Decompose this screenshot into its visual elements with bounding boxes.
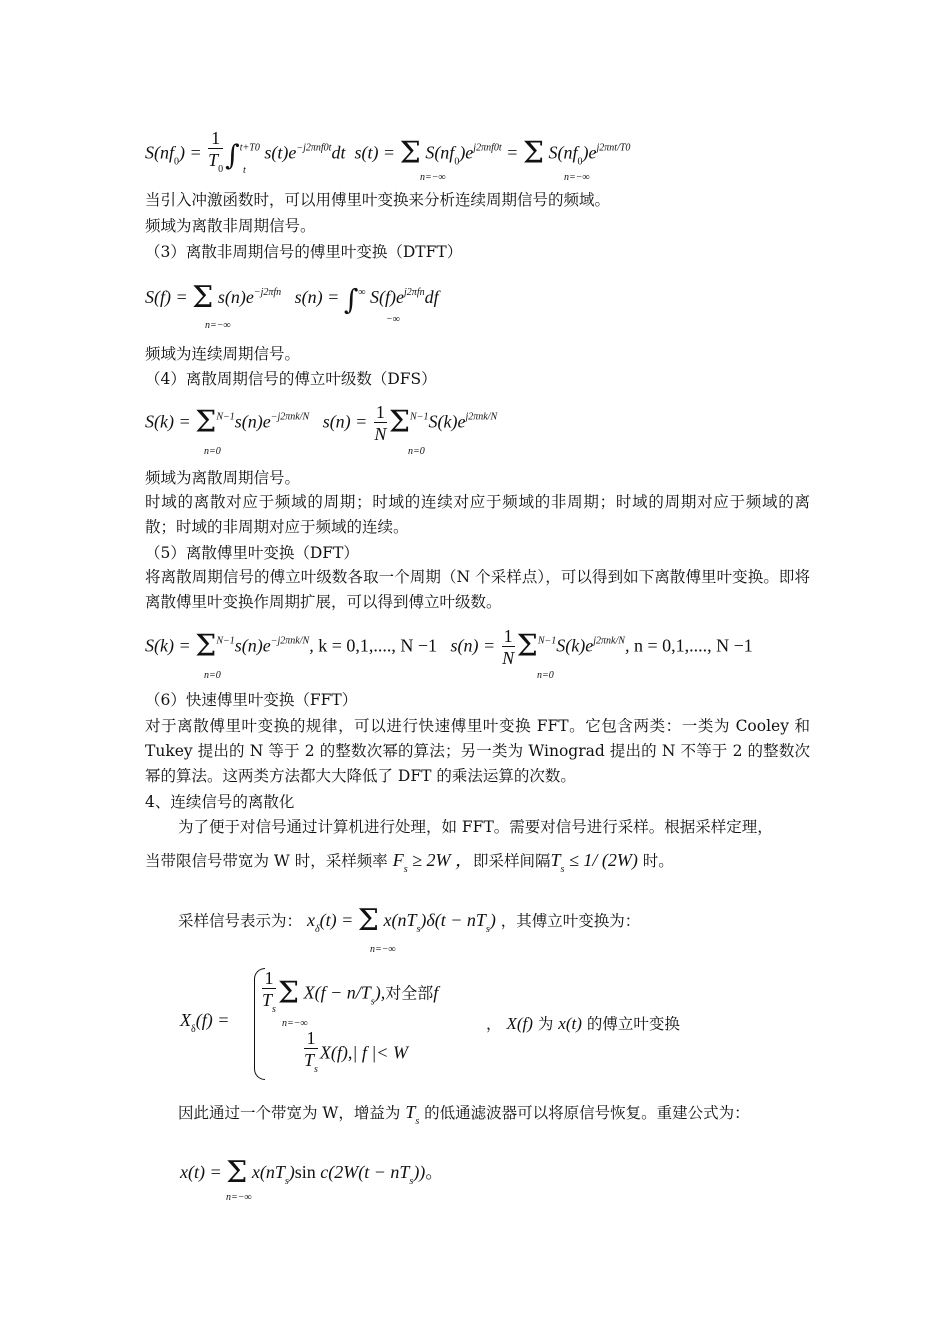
text-p1: 时域的离散对应于频域的周期；时域的连续对应于频域的非周期；时域的周期对应于频域的离散；时域的非周期对应于频域的连续。 — [145, 493, 810, 536]
dfs-formula: $S(k) = \Sigma^{N-1}s(n)e^{-j2\pi nk/N}$ s(n) = $\frac{1}{N}$ $\Sigma^{N-1}S(k)e^{j2\pi nk/N}$ — [145, 402, 498, 444]
dtft-formula: S(f) = Σ $s(n)e^{-j2\pi fn}$ s(n) = ∫∞ $S(f)e^{j2\pi fn}df$ — [145, 280, 439, 316]
dfs-sum-limit-2: n=0 — [408, 446, 425, 457]
text-l3: 频域为连续周期信号。 — [145, 345, 301, 363]
spectrum-sum-limit: n=−∞ — [282, 1018, 308, 1029]
text-p9-end: 。 — [425, 1162, 444, 1182]
text-p5-b: 时。 — [642, 852, 674, 870]
text-p8-a: 因此通过一个带宽为 W，增益为 — [178, 1104, 401, 1122]
heading-dtft: （3）离散非周期信号的傅里叶变换（DTFT） — [145, 243, 463, 261]
sampled-signal-formula: $x_\delta(t) = \Sigma$ $x(nT_s)\delta(t - nT_s)$ — [306, 903, 496, 938]
text-p7-sep: ， — [486, 1015, 502, 1033]
text-p8-b: 的低通滤波器可以将原信号恢复。重建公式为： — [424, 1104, 750, 1122]
text-p4: 为了便于对信号通过计算机进行处理，如 FFT。需要对信号进行采样。根据采样定理， — [178, 818, 773, 836]
text-l1: 当引入冲激函数时，可以用傅里叶变换来分析连续周期信号的频域。 — [145, 191, 611, 209]
spectrum-note: ， X(f) 为 x(t) 的傅立叶变换 — [486, 1014, 680, 1033]
text-p3: 对于离散傅里叶变换的规律，可以进行快速傅里叶变换 FFT。它包含两类：一类为 Cooley 和 Tukey 提出的 N 等于 2 的整数次幂的算法；另一类为 Winograd 提出的 N 不等于 2 的整数次幂的算法。这两类方法都大大降低了 DFT 的乘法运算的次数。 — [145, 717, 810, 785]
sampled-spectrum-lhs: $X_\delta(f)$ = — [180, 1010, 230, 1035]
text-l2: 频域为离散非周期信号。 — [145, 217, 316, 235]
heading-sampling: 4、连续信号的离散化 — [145, 793, 295, 811]
sampling-condition-line — [145, 850, 674, 880]
cfs-formula: $S(nf_0)$ = $\frac{1}{T_0}$ ∫$^{t+T0}$ $s(t)e^{-j2\pi nf0t}dt$ s(t) = Σ $S(nf_0)e^{j2\pi nf0t} = \Sigma$ $S(nf_0)e^{j2\pi nt/T0}$ — [145, 128, 631, 175]
cfs-sum-limit-1: n=−∞ — [420, 172, 446, 183]
reconstruction-sum-limit: n=−∞ — [226, 1192, 252, 1203]
sampled-spectrum-case1: $\frac{1}{T_s}$ Σ $X(f - n/T_s)$,对全部f — [262, 968, 439, 1015]
cfs-sum-limit-2: n=−∞ — [564, 172, 590, 183]
dft-formula: $S(k) = \Sigma^{N-1}s(n)e^{-j2\pi nk/N}$, k = 0,1,...., N −1 s(n) = $\frac{1}{N}$ $\Sigma^{N-1}S(k)e^{j2\pi nk/N}$, n = 0,1,...., N −1 — [145, 626, 753, 668]
text-p6-b: ，其傅立叶变换为： — [500, 912, 641, 930]
text-p7-c: 的傅立叶变换 — [586, 1015, 680, 1033]
dft-sum-limit-1: n=0 — [204, 670, 221, 681]
dtft-int-limit: −∞ — [386, 314, 400, 325]
reconstruction-formula: x(t) = Σ $x(nT_s)\sin$ $c(2W(t - nT_s))$。 — [180, 1155, 444, 1190]
text-l4: 频域为离散周期信号。 — [145, 469, 301, 487]
sampled-spectrum-case2: $\frac{1}{T_s}$ X(f),| f |< W — [304, 1028, 408, 1075]
cfs-int-limit: t — [243, 165, 246, 176]
heading-dfs: （4）离散周期信号的傅立叶级数（DFS） — [145, 370, 437, 388]
sampled-signal-line — [178, 903, 641, 940]
text-p5-a: 当带限信号带宽为 W 时，采样频率 — [145, 852, 388, 870]
dtft-sum-limit: n=−∞ — [205, 320, 231, 331]
dft-sum-limit-2: n=0 — [537, 670, 554, 681]
heading-dft: （5）离散傅里叶变换（DFT） — [145, 544, 359, 562]
filter-line: 因此通过一个带宽为 W，增益为 $T_s$ 的低通滤波器可以将原信号恢复。重建公式为： — [178, 1102, 750, 1127]
heading-fft: （6）快速傅里叶变换（FFT） — [145, 691, 358, 709]
sampled-sum-limit: n=−∞ — [370, 944, 396, 955]
sample-condition-formula: $F_s \ge 2W$ ，即采样间隔$T_s \le 1/$ (2W) — [392, 850, 638, 875]
text-p6-a: 采样信号表示为： — [178, 912, 303, 930]
dfs-sum-limit-1: n=0 — [204, 446, 221, 457]
text-p7-b: 为 — [537, 1015, 554, 1033]
text-p2: 将离散周期信号的傅立叶级数各取一个周期（N 个采样点），可以得到如下离散傅里叶变换。即将离散傅里叶变换作周期扩展，可以得到傅立叶级数。 — [145, 568, 810, 611]
